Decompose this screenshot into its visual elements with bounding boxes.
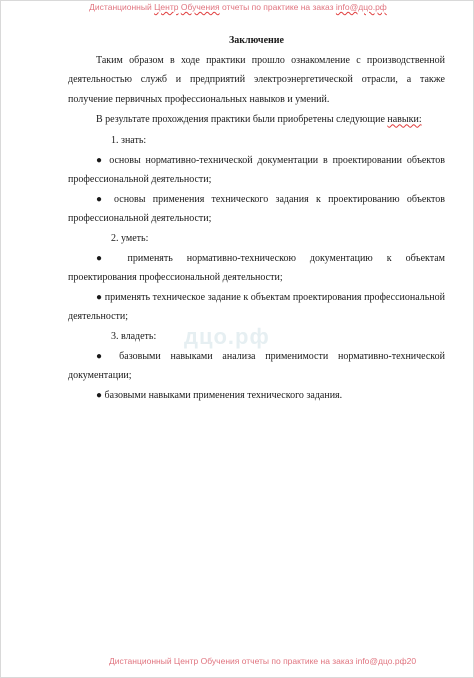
section-heading-can: 2. уметь: <box>111 232 149 244</box>
page-number: 20 <box>406 656 417 666</box>
section-heading-know: 1. знать: <box>111 134 147 146</box>
list-item: ● основы нормативно-технической документации в проектировании объектов профессиональной деятельности; <box>68 154 445 186</box>
header-watermark-word-center: Центр <box>154 2 179 12</box>
list-item: ● базовыми навыками применения технического задания. <box>96 389 343 401</box>
result-paragraph-text: В результате прохождения практики были приобретены следующие <box>96 114 388 126</box>
result-paragraph-last-word: навыки: <box>387 114 422 126</box>
result-paragraph <box>68 110 445 130</box>
footer-watermark-text: Дистанционный Центр Обучения отчеты по практике на заказ info@дцо.рф <box>109 656 407 666</box>
header-watermark-suffix: отчеты по практике на заказ <box>219 2 336 12</box>
header-watermark-word-education: Обучения <box>180 2 220 12</box>
center-watermark: дцо.рф <box>184 324 270 349</box>
footer-watermark <box>109 656 416 666</box>
list-item: ● применять нормативно-техническою документацию к объектам проектирования профессиональной деятельности; <box>68 252 445 284</box>
page-title: Заключение <box>229 35 284 46</box>
document-body <box>68 31 445 405</box>
list-item: ● базовыми навыками анализа применимости нормативно-технической документации; <box>68 350 445 382</box>
header-watermark <box>1 2 474 12</box>
list-item: ● применять техническое задание к объектам проектирования профессиональной деятельности; <box>68 291 445 323</box>
intro-paragraph: Таким образом в ходе практики прошло ознакомление с производственной деятельностью служб и предприятий электроэнергетической отрасли, а также получение первичных профессиональных навыков и умений. <box>68 54 445 105</box>
header-watermark-prefix: Дистанционный <box>89 2 155 12</box>
header-watermark-email: info@дцо.рф <box>335 2 387 12</box>
list-item: ● основы применения технического задания к проектированию объектов профессиональной деятельности; <box>68 193 445 225</box>
section-heading-own: 3. владеть: <box>111 330 157 342</box>
